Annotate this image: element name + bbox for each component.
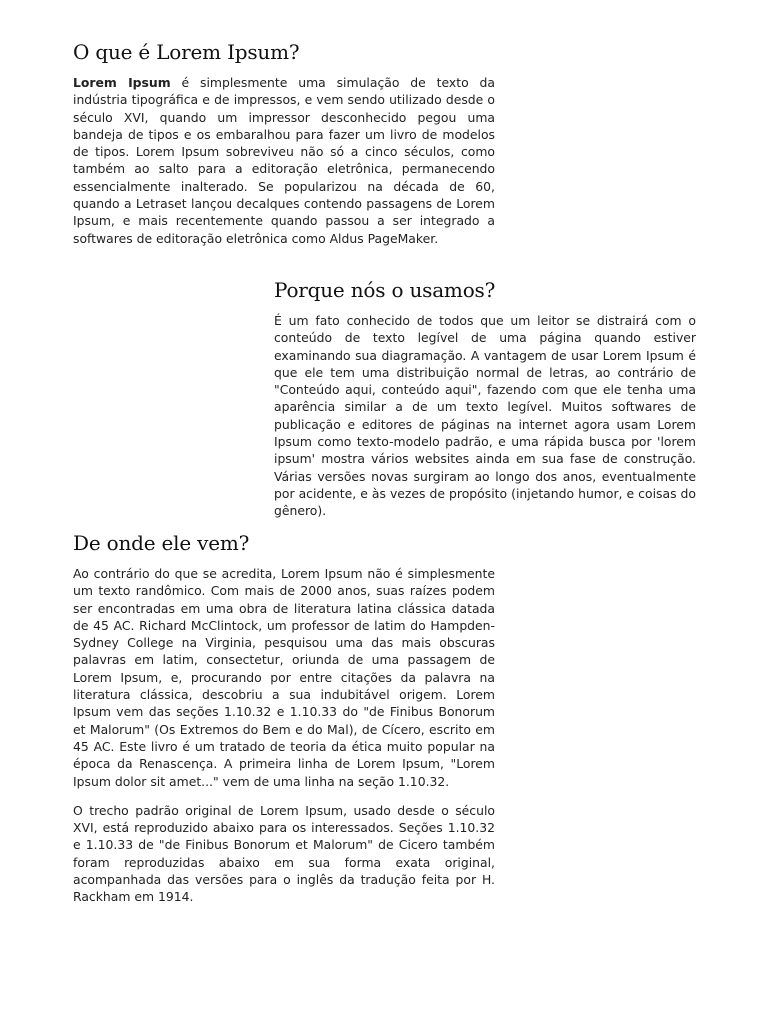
section-why-use-it [274, 277, 696, 520]
section-paragraph: É um fato conhecido de todos que um leitor se distrairá com o conteúdo de texto legível de uma página quando estiver examinando sua diagramação. A vantagem de usar Lorem Ipsum é que ele tem uma distribuição normal de letras, ao contrário de "Conteúdo aqui, conteúdo aqui", fazendo com que ele tenha uma aparência similar a de um texto legível. Muitos softwares de publicação e editores de páginas na internet agora usam Lorem Ipsum como texto-modelo padrão, e uma rápida busca por 'lorem ipsum' mostra vários websites ainda em sua fase de construção. Várias versões novas surgiram ao longo dos anos, eventualmente por acidente, e às vezes de propósito (injetando humor, e coisas do gênero). [274, 313, 696, 519]
paragraph-text: é simplesmente uma simulação de texto da indústria tipográfica e de impressos, e vem sendo utilizado desde o século XVI, quando um impressor desconhecido pegou uma bandeja de tipos e os embaralhou para fazer um livro de modelos de tipos. Lorem Ipsum sobreviveu não só a cinco séculos, como também ao salto para a editoração eletrônica, permanecendo essencialmente inalterado. Se popularizou na década de 60, quando a Letraset lançou decalques contendo passagens de Lorem Ipsum, e mais recentemente quando passou a ser integrado a softwares de editoração eletrônica como Aldus PageMaker. [73, 75, 495, 246]
section-what-is-lorem-ipsum [73, 39, 495, 247]
section-where-it-comes-from [73, 530, 495, 906]
section-paragraph: Ao contrário do que se acredita, Lorem Ipsum não é simplesmente um texto randômico. Com mais de 2000 anos, suas raízes podem ser encontradas em uma obra de literatura latina clássica datada de 45 AC. Richard McClintock, um professor de latim do Hampden-Sydney College na Virginia, pesquisou uma das mais obscuras palavras em latim, consectetur, oriunda de uma passagem de Lorem Ipsum, e, procurando por entre citações da palavra na literatura clássica, descobriu a sua indubitável origem. Lorem Ipsum vem das seções 1.10.32 e 1.10.33 do "de Finibus Bonorum et Malorum" (Os Extremos do Bem e do Mal), de Cícero, escrito em 45 AC. Este livro é um tratado de teoria da ética muito popular na época da Renascença. A primeira linha de Lorem Ipsum, "Lorem Ipsum dolor sit amet..." vem de uma linha na seção 1.10.32. [73, 566, 495, 789]
section-paragraph [73, 74, 495, 247]
lead-term: Lorem Ipsum [73, 75, 171, 90]
section-paragraph: O trecho padrão original de Lorem Ipsum, usado desde o século XVI, está reproduzido abaixo para os interessados. Seções 1.10.32 e 1.10.33 de "de Finibus Bonorum et Malorum" de Cicero também foram reproduzidas abaixo em sua forma exata original, acompanhada das versões para o inglês da tradução feita por H. Rackham em 1914. [73, 802, 495, 905]
section-heading: De onde ele vem? [73, 531, 250, 555]
section-heading: O que é Lorem Ipsum? [73, 40, 300, 64]
section-heading: Porque nós o usamos? [274, 278, 496, 302]
